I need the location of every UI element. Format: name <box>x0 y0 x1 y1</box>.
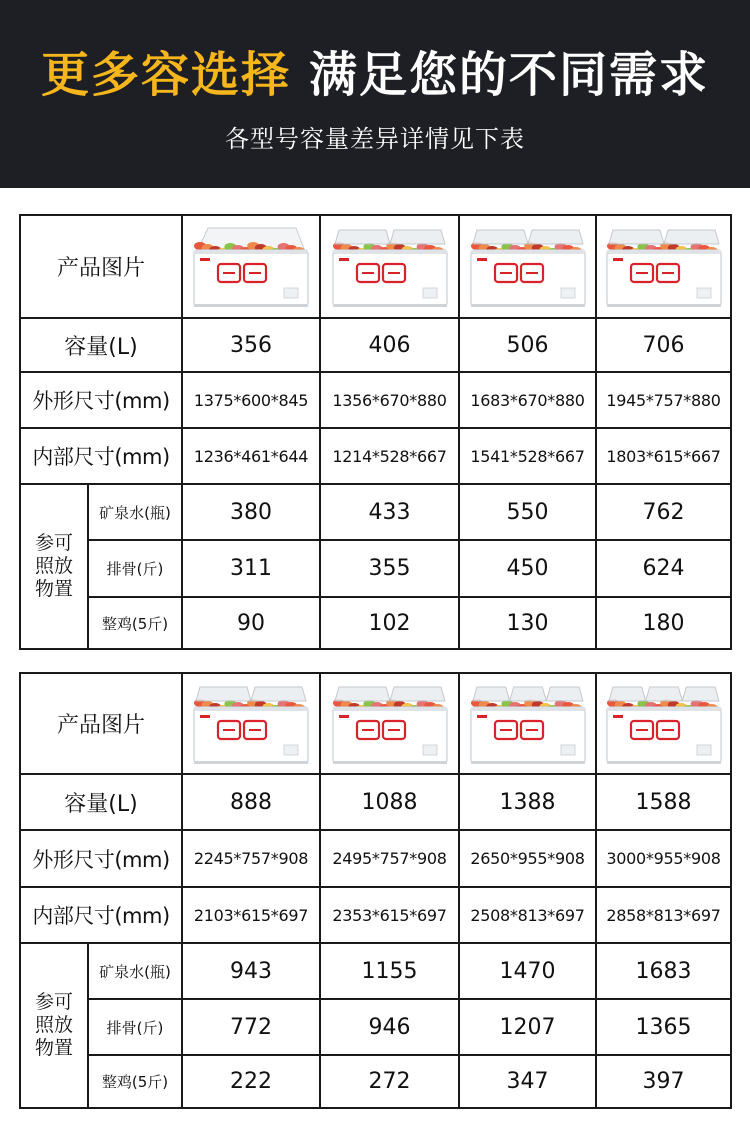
chicken-value: 90 <box>182 597 320 649</box>
large-freezer-icon <box>601 681 727 767</box>
capacity-value: 1388 <box>459 774 596 830</box>
water-value: 1683 <box>596 943 731 999</box>
inner-size-value: 2103*615*697 <box>182 887 320 943</box>
ribs-label: 排骨(斤) <box>88 999 182 1055</box>
capacity-value: 1088 <box>320 774 459 830</box>
spec-table-1 <box>19 214 732 650</box>
capacity-label: 容量(L) <box>20 774 182 830</box>
inner-size-label: 内部尺寸(mm) <box>20 428 182 484</box>
water-value: 380 <box>182 484 320 540</box>
outer-size-row <box>20 372 731 428</box>
ribs-value: 1365 <box>596 999 731 1055</box>
capacity-row <box>20 774 731 830</box>
chicken-value: 347 <box>459 1055 596 1108</box>
product-image <box>182 673 320 774</box>
ribs-value: 772 <box>182 999 320 1055</box>
subheading: 各型号容量差异详情见下表 <box>225 125 525 153</box>
outer-size-value: 2650*955*908 <box>459 830 596 887</box>
water-row <box>20 943 731 999</box>
ribs-label: 排骨(斤) <box>88 540 182 597</box>
capacity-label: 容量(L) <box>20 318 182 372</box>
chicken-value: 272 <box>320 1055 459 1108</box>
outer-size-value: 1356*670*880 <box>320 372 459 428</box>
ribs-value: 311 <box>182 540 320 597</box>
ribs-row <box>20 540 731 597</box>
large-freezer-icon <box>327 681 453 767</box>
headline <box>0 40 750 110</box>
headline-highlight: 更多容选择 <box>40 47 291 103</box>
water-row <box>20 484 731 540</box>
product-image <box>182 215 320 318</box>
outer-size-value: 1683*670*880 <box>459 372 596 428</box>
image-row <box>20 673 731 774</box>
small-freezer-icon <box>188 224 314 310</box>
outer-size-label: 外形尺寸(mm) <box>20 830 182 887</box>
ribs-value: 450 <box>459 540 596 597</box>
chicken-row <box>20 1055 731 1108</box>
inner-size-label: 内部尺寸(mm) <box>20 887 182 943</box>
chicken-value: 397 <box>596 1055 731 1108</box>
capacity-value: 356 <box>182 318 320 372</box>
water-value: 1155 <box>320 943 459 999</box>
image-row <box>20 215 731 318</box>
water-value: 550 <box>459 484 596 540</box>
capacity-value: 406 <box>320 318 459 372</box>
freezer-icon <box>465 224 591 310</box>
product-image-label: 产品图片 <box>20 673 182 774</box>
inner-size-value: 2508*813*697 <box>459 887 596 943</box>
ribs-value: 1207 <box>459 999 596 1055</box>
inner-size-value: 1541*528*667 <box>459 428 596 484</box>
capacity-value: 706 <box>596 318 731 372</box>
large-freezer-icon <box>188 681 314 767</box>
water-value: 943 <box>182 943 320 999</box>
inner-size-value: 1236*461*644 <box>182 428 320 484</box>
inner-size-value: 1214*528*667 <box>320 428 459 484</box>
inner-size-value: 2858*813*697 <box>596 887 731 943</box>
inner-size-row <box>20 428 731 484</box>
outer-size-value: 1945*757*880 <box>596 372 731 428</box>
freezer-icon <box>327 224 453 310</box>
outer-size-value: 3000*955*908 <box>596 830 731 887</box>
spec-table-2 <box>19 672 732 1109</box>
product-image <box>596 215 731 318</box>
water-value: 1470 <box>459 943 596 999</box>
product-image-label: 产品图片 <box>20 215 182 318</box>
water-value: 762 <box>596 484 731 540</box>
chicken-value: 222 <box>182 1055 320 1108</box>
chicken-value: 130 <box>459 597 596 649</box>
headline-rest: 满足您的不同需求 <box>309 47 710 103</box>
chicken-row <box>20 597 731 649</box>
water-label: 矿泉水(瓶) <box>88 943 182 999</box>
reference-label: 参可 照放 物置 <box>20 943 88 1108</box>
product-image <box>459 215 596 318</box>
product-image <box>459 673 596 774</box>
product-image <box>320 215 459 318</box>
banner-header <box>0 0 750 188</box>
ribs-value: 624 <box>596 540 731 597</box>
ribs-value: 946 <box>320 999 459 1055</box>
reference-label: 参可 照放 物置 <box>20 484 88 649</box>
ribs-value: 355 <box>320 540 459 597</box>
ribs-row <box>20 999 731 1055</box>
freezer-icon <box>601 224 727 310</box>
chicken-label: 整鸡(5斤) <box>88 1055 182 1108</box>
large-freezer-icon <box>465 681 591 767</box>
water-value: 433 <box>320 484 459 540</box>
inner-size-row <box>20 887 731 943</box>
capacity-value: 888 <box>182 774 320 830</box>
water-label: 矿泉水(瓶) <box>88 484 182 540</box>
capacity-row <box>20 318 731 372</box>
outer-size-value: 2495*757*908 <box>320 830 459 887</box>
outer-size-value: 2245*757*908 <box>182 830 320 887</box>
product-image <box>596 673 731 774</box>
capacity-value: 1588 <box>596 774 731 830</box>
outer-size-value: 1375*600*845 <box>182 372 320 428</box>
chicken-value: 102 <box>320 597 459 649</box>
inner-size-value: 2353*615*697 <box>320 887 459 943</box>
chicken-value: 180 <box>596 597 731 649</box>
outer-size-row <box>20 830 731 887</box>
chicken-label: 整鸡(5斤) <box>88 597 182 649</box>
product-image <box>320 673 459 774</box>
inner-size-value: 1803*615*667 <box>596 428 731 484</box>
outer-size-label: 外形尺寸(mm) <box>20 372 182 428</box>
capacity-value: 506 <box>459 318 596 372</box>
